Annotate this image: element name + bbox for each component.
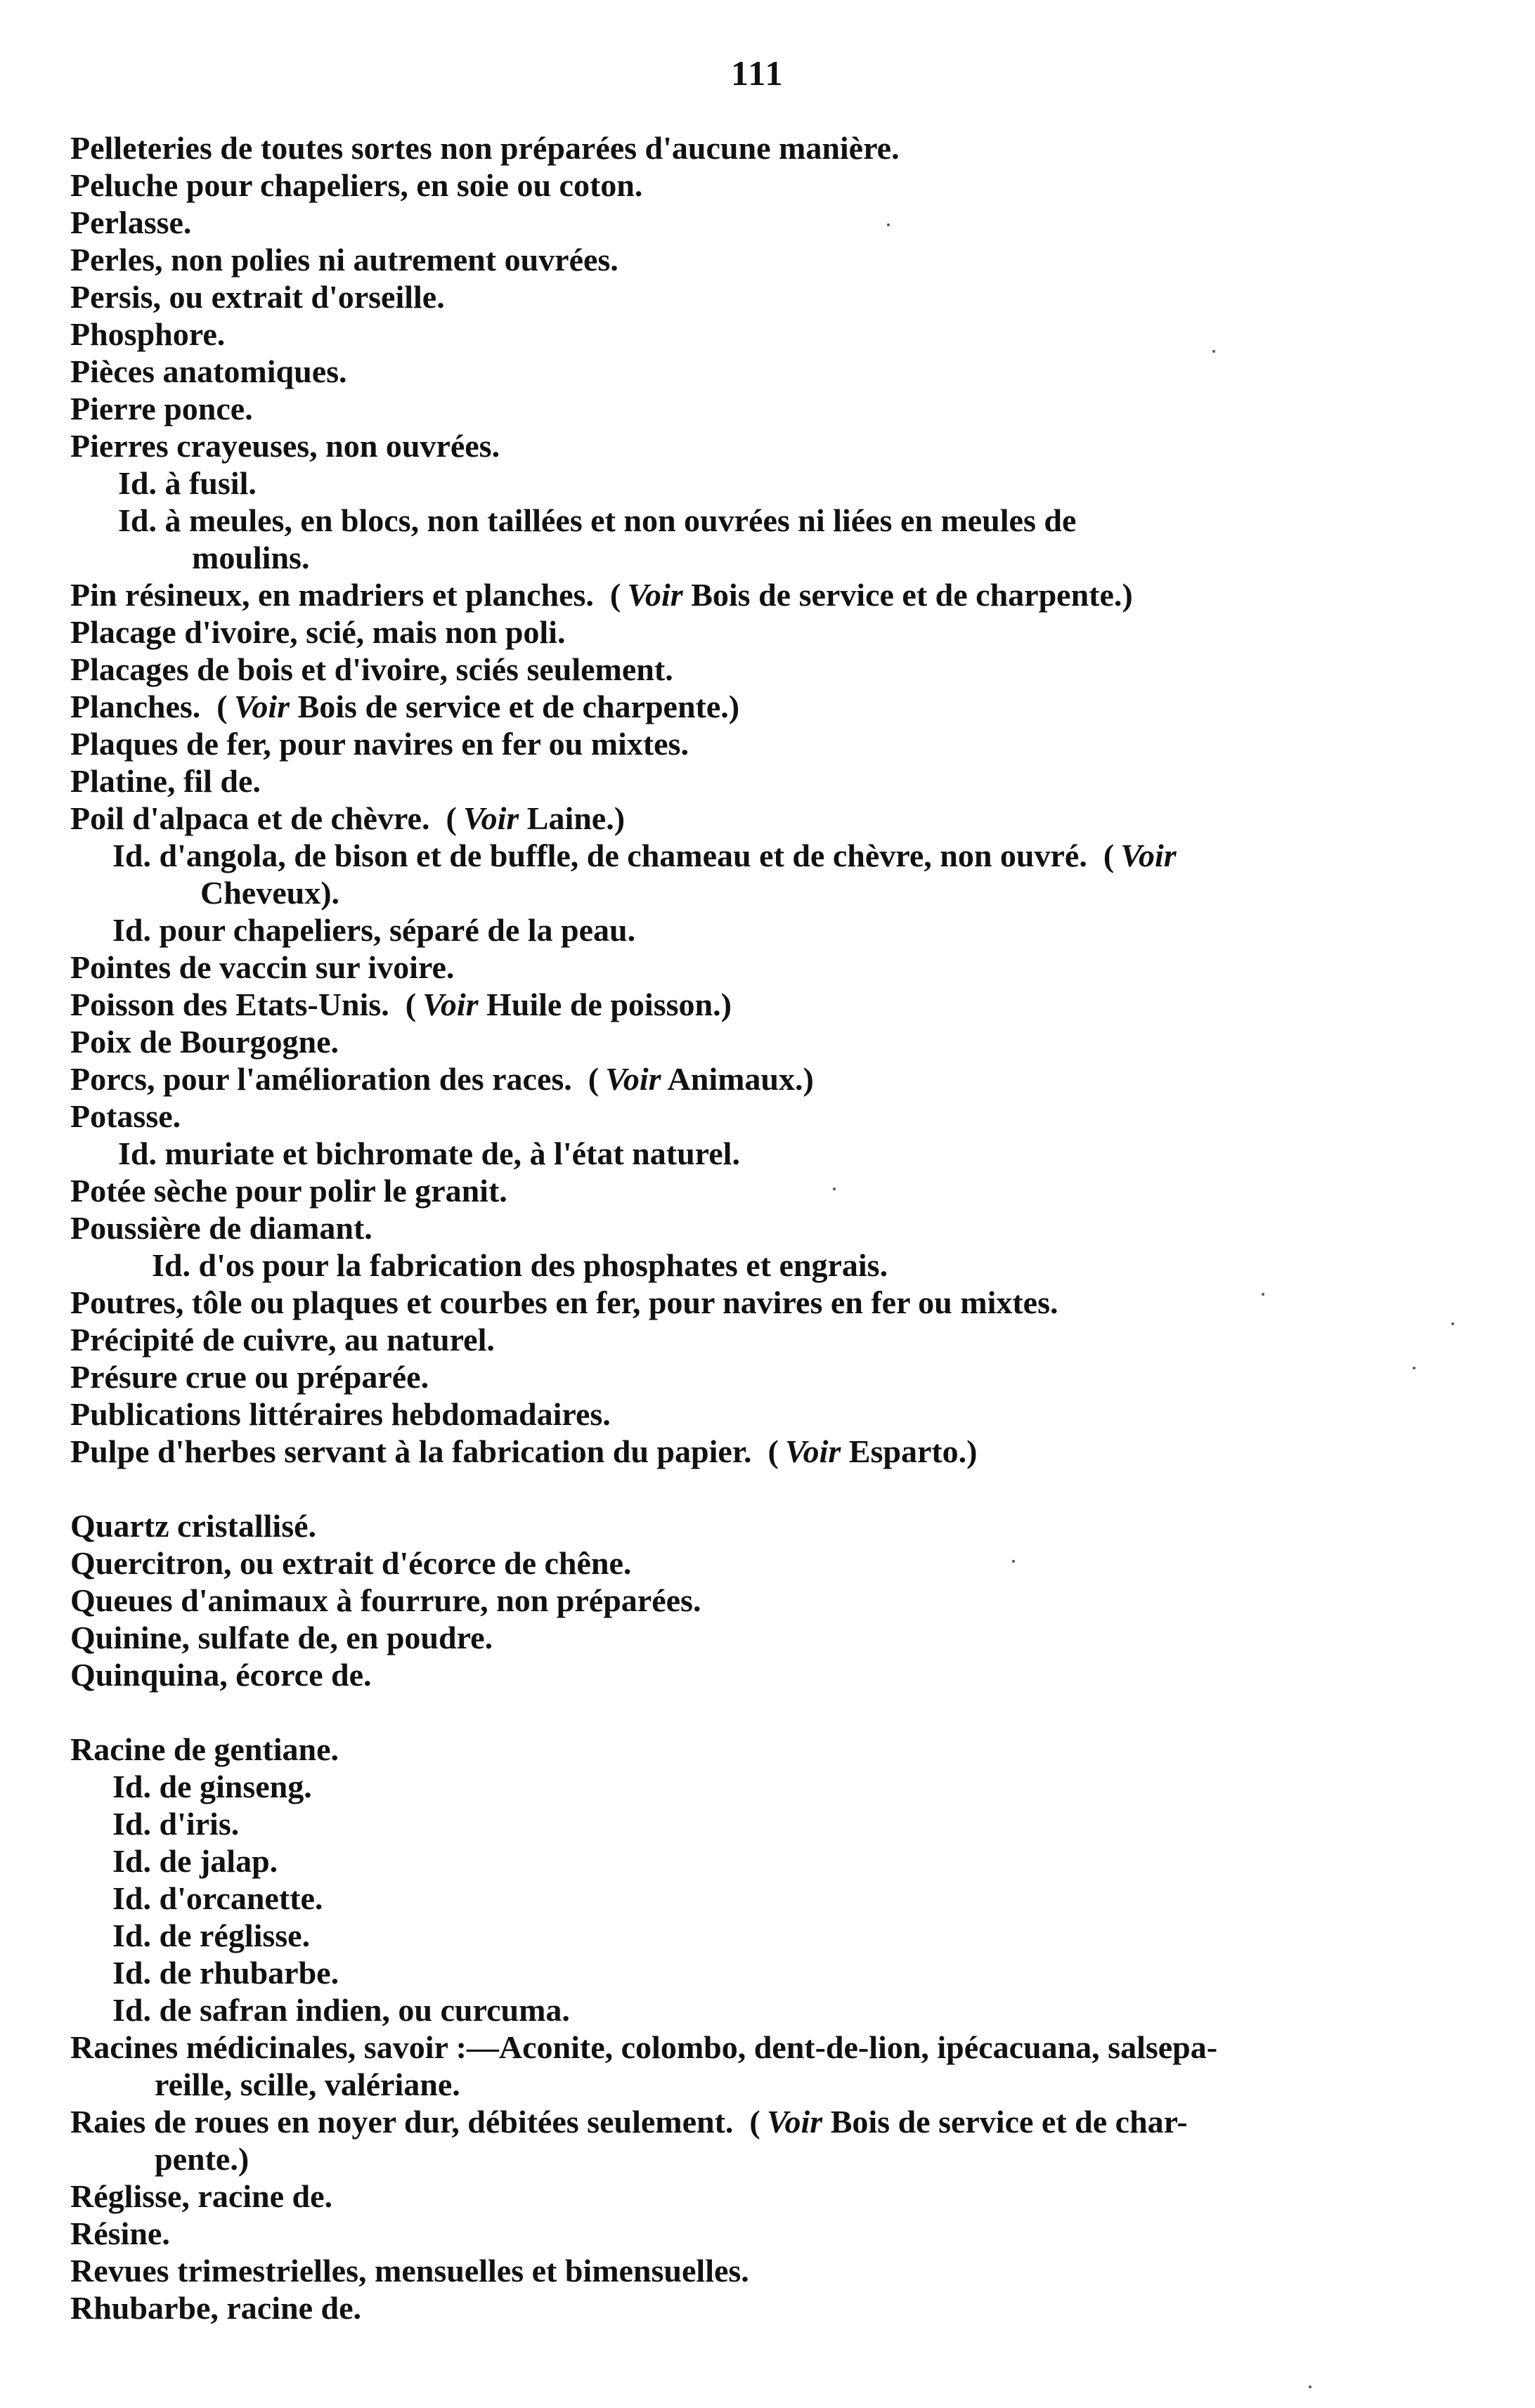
entry-text: Perlasse. <box>70 204 192 240</box>
entry-text: Pierre ponce. <box>70 391 253 427</box>
page-number: 111 <box>731 53 784 93</box>
entry-text: Id. à meules, en blocs, non taillées et non ouvrées ni liées en meules de <box>118 502 1077 538</box>
index-entry <box>70 1842 1469 1880</box>
index-entry <box>70 949 1469 986</box>
cross-reference-label: Voir <box>627 577 683 613</box>
index-entry: Planches. ( Voir Bois de service et de charpente.) <box>70 689 740 724</box>
index-entry <box>70 613 1469 651</box>
index-entry <box>70 502 1469 576</box>
cross-reference-label: Voir <box>785 1433 841 1469</box>
entry-text: Placage d'ivoire, scié, mais non poli. <box>70 614 566 650</box>
index-entry <box>70 1358 1469 1395</box>
index-entry: Pin résineux, en madriers et planches. ( Voir Bois de service et de charpente.) <box>70 577 1133 613</box>
index-entry <box>70 762 1469 800</box>
index-entry <box>70 1321 1469 1358</box>
entry-text: Porcs, pour l'amélioration des races. <box>70 1061 572 1097</box>
index-entry <box>70 1880 1469 1917</box>
index-entry: Pulpe d'herbes servant à la fabrication du papier. ( Voir Esparto.) <box>70 1433 978 1469</box>
entry-continuation: pente.) <box>155 2141 250 2177</box>
index-entry <box>70 1135 1469 1172</box>
entry-text: Raies de roues en noyer dur, débitées seulement. <box>70 2104 734 2140</box>
entry-text: Rhubarbe, racine de. <box>70 2290 361 2326</box>
index-entry <box>70 1731 1469 1768</box>
index-entry <box>70 315 1469 353</box>
index-entry <box>70 1507 1469 1544</box>
index-entry <box>70 1619 1469 1656</box>
cross-reference-label: Voir <box>605 1061 661 1097</box>
entry-text: Présure crue ou préparée. <box>70 1359 429 1395</box>
index-entry <box>70 1284 1469 1321</box>
entry-text: Potée sèche pour polir le granit. <box>70 1173 507 1209</box>
entry-text: Poisson des Etats-Unis. <box>70 987 389 1022</box>
entry-text: Id. de rhubarbe. <box>112 1955 339 1991</box>
entry-text: Id. d'orcanette. <box>112 1880 323 1916</box>
cross-reference-label: Voir <box>1120 838 1177 873</box>
index-entry <box>70 2215 1469 2252</box>
index-entry <box>70 1172 1469 1209</box>
index-entry <box>70 1395 1469 1433</box>
entry-text: Id. d'iris. <box>112 1806 240 1842</box>
index-entry <box>70 651 1469 688</box>
index-entry <box>70 725 1469 762</box>
index-entry <box>70 464 1469 502</box>
entry-text: Phosphore. <box>70 316 226 352</box>
cross-reference-target: Bois de service et de charpente.) <box>691 577 1133 613</box>
entry-text: Plaques de fer, pour navires en fer ou mixtes. <box>70 726 689 762</box>
index-entry: Poil d'alpaca et de chèvre. ( Voir Laine.) <box>70 800 626 836</box>
entry-text: Poix de Bourgogne. <box>70 1024 339 1060</box>
entry-text: Quercitron, ou extrait d'écorce de chêne. <box>70 1545 632 1581</box>
index-entry <box>70 2252 1469 2289</box>
entry-text: Id. d'os pour la fabrication des phosphates et engrais. <box>152 1247 888 1283</box>
section-gap <box>70 1470 1469 1507</box>
cross-reference-target: Animaux.) <box>667 1061 814 1097</box>
entry-list <box>70 129 1469 2326</box>
index-entry <box>70 2178 1469 2215</box>
index-entry <box>70 241 1469 278</box>
entry-text: Persis, ou extrait d'orseille. <box>70 279 445 315</box>
index-entry <box>70 1023 1469 1060</box>
index-entry: Raies de roues en noyer dur, débitées seulement. ( Voir Bois de service et de char- pente.) <box>70 2103 1469 2178</box>
cross-reference-label: Voir <box>233 689 290 724</box>
cross-reference-label: Voir <box>766 2104 823 2140</box>
entry-text: Racines médicinales, savoir :—Aconite, colombo, dent-de-lion, ipécacuana, salsepa- <box>70 2029 1218 2065</box>
index-entry <box>70 390 1469 427</box>
entry-text: Quinquina, écorce de. <box>70 1657 372 1693</box>
cross-reference-label: Voir <box>463 800 519 836</box>
index-entry <box>70 1805 1469 1842</box>
entry-text: Id. de safran indien, ou curcuma. <box>112 1992 570 2028</box>
entry-text: Queues d'animaux à fourrure, non préparées. <box>70 1582 701 1618</box>
entry-continuation: moulins. <box>192 540 310 575</box>
index-entry <box>70 1582 1469 1619</box>
entry-text: Revues trimestrielles, mensuelles et bimensuelles. <box>70 2253 749 2289</box>
cross-reference-target: Bois de service et de charpente.) <box>297 689 740 724</box>
index-entry <box>70 204 1469 241</box>
entry-text: Pulpe d'herbes servant à la fabrication du papier. <box>70 1433 752 1469</box>
entry-continuation: reille, scille, valériane. <box>155 2067 460 2102</box>
entry-text: Résine. <box>70 2215 170 2251</box>
cross-reference-target: Esparto.) <box>848 1433 978 1469</box>
index-entry <box>70 1991 1469 2029</box>
cross-reference-target: Huile de poisson.) <box>486 987 732 1022</box>
entry-text: Id. pour chapeliers, séparé de la peau. <box>112 912 636 948</box>
index-entry <box>70 167 1469 204</box>
entry-text: Peluche pour chapeliers, en soie ou coton. <box>70 167 643 203</box>
entry-text: Pelleteries de toutes sortes non préparées d'aucune manière. <box>70 130 900 166</box>
entry-text: Réglisse, racine de. <box>70 2178 333 2214</box>
entry-text: Précipité de cuivre, au naturel. <box>70 1322 495 1358</box>
index-entry <box>70 911 1469 949</box>
index-entry: Id. d'angola, de bison et de buffle, de chameau et de chèvre, non ouvré. ( Voir Cheveux). <box>70 837 1469 911</box>
entry-text: Id. de réglisse. <box>112 1918 311 1953</box>
cross-reference-target: Laine.) <box>526 800 626 836</box>
index-entry: Poisson des Etats-Unis. ( Voir Huile de poisson.) <box>70 987 732 1022</box>
entry-text: Id. de ginseng. <box>112 1769 312 1804</box>
index-entry <box>70 278 1469 315</box>
index-entry <box>70 1209 1469 1247</box>
entry-text: Id. d'angola, de bison et de buffle, de chameau et de chèvre, non ouvré. <box>112 838 1087 873</box>
entry-text: Poussière de diamant. <box>70 1210 373 1246</box>
entry-text: Pièces anatomiques. <box>70 353 347 389</box>
entry-text: Pointes de vaccin sur ivoire. <box>70 949 455 985</box>
entry-text: Id. de jalap. <box>112 1843 278 1879</box>
entry-text: Poil d'alpaca et de chèvre. <box>70 800 430 836</box>
entry-text: Potasse. <box>70 1098 181 1134</box>
index-entry <box>70 1098 1469 1135</box>
index-entry <box>70 1656 1469 1693</box>
entry-text: Planches. <box>70 689 201 724</box>
index-entry <box>70 2029 1469 2103</box>
entry-text: Pierres crayeuses, non ouvrées. <box>70 428 500 464</box>
index-entry <box>70 353 1469 390</box>
entry-text: Platine, fil de. <box>70 763 261 799</box>
entry-text: Id. muriate et bichromate de, à l'état naturel. <box>118 1135 740 1171</box>
index-entry <box>70 2289 1469 2326</box>
entry-text: Quinine, sulfate de, en poudre. <box>70 1620 493 1655</box>
index-entry <box>70 1917 1469 1954</box>
index-entry <box>70 1247 1469 1284</box>
entry-text: Poutres, tôle ou plaques et courbes en fer, pour navires en fer ou mixtes. <box>70 1284 1058 1320</box>
entry-text: Quartz cristallisé. <box>70 1508 317 1544</box>
entry-text: Placages de bois et d'ivoire, sciés seulement. <box>70 651 673 687</box>
index-entry <box>70 1954 1469 1991</box>
entry-text: Id. à fusil. <box>118 465 257 501</box>
section-gap <box>70 1693 1469 1731</box>
cross-reference-label: Voir <box>422 987 479 1022</box>
index-entry: Porcs, pour l'amélioration des races. ( Voir Animaux.) <box>70 1061 814 1097</box>
entry-text: Publications littéraires hebdomadaires. <box>70 1396 611 1432</box>
entry-text: Perles, non polies ni autrement ouvrées. <box>70 242 618 278</box>
cross-reference-target: Bois de service et de char- <box>830 2104 1188 2140</box>
index-entry <box>70 1544 1469 1582</box>
index-entry <box>70 129 1469 167</box>
entry-continuation: Cheveux). <box>200 875 340 911</box>
index-entry <box>70 1768 1469 1805</box>
entry-text: Racine de gentiane. <box>70 1731 339 1767</box>
entry-text: Pin résineux, en madriers et planches. <box>70 577 594 613</box>
index-entry <box>70 427 1469 464</box>
